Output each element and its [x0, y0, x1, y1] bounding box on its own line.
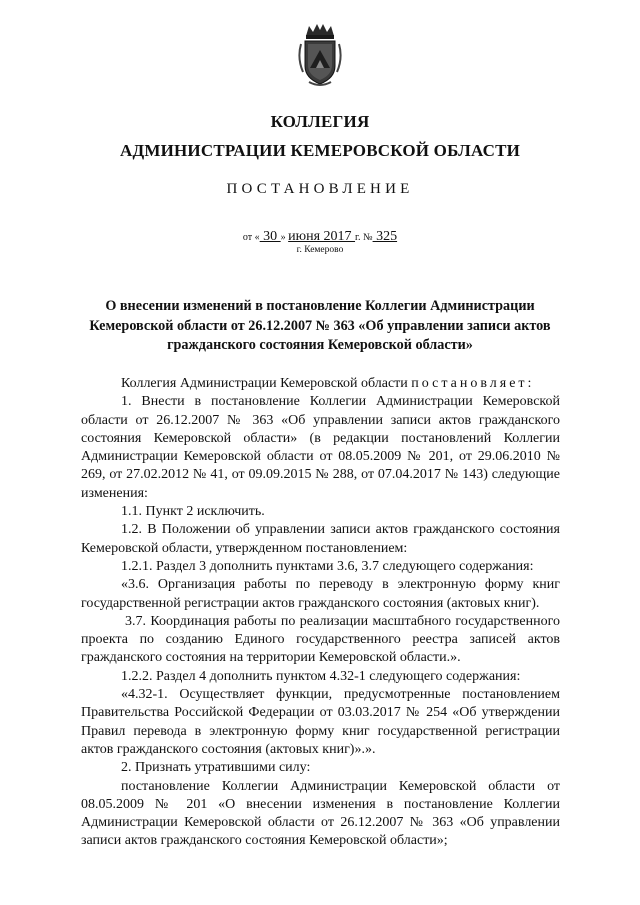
- document-title: О внесении изменений в постановление Коллегии Администрации Кемеровской области от 26.12.2007 № 363 «Об управлении записи актов гражданского состояния Кемеровской области»: [89, 298, 551, 353]
- paragraph: «4.32-1. Осуществляет функции, предусмотренные постановлением Правительства Российской Федерации от 03.03.2017 № 254 «Об утверждении Правил перевода в электронную форму книг государственной регистрации актов гражданского состояния (актовых книг)».».: [81, 687, 560, 757]
- paragraph: 2. Признать утратившими силу:: [121, 760, 311, 776]
- document-type: ПОСТАНОВЛЕНИЕ: [226, 181, 414, 197]
- paragraph: 3.7. Координация работы по реализации масштабного государственного проекта по созданию Единого государственного реестра записей актов гражданского состояния на территории Кемеровской области.».: [81, 613, 560, 666]
- date-prefix: от «: [242, 232, 260, 243]
- document-body: [81, 375, 560, 851]
- preamble: Коллегия Администрации Кемеровской области постановляет:: [121, 376, 535, 391]
- paragraph: 1.2.1. Раздел 3 дополнить пунктами 3.6, 3.7 следующего содержания:: [121, 558, 534, 574]
- org-name-line2: АДМИНИСТРАЦИИ КЕМЕРОВСКОЙ ОБЛАСТИ: [119, 141, 521, 160]
- date-year-suffix: г.: [355, 232, 361, 243]
- document-number: 325: [372, 229, 398, 244]
- document-city: г. Кемерово: [296, 245, 344, 255]
- paragraph: 1.1. Пункт 2 исключить.: [121, 504, 265, 520]
- preamble-spaced: постановляет:: [411, 376, 535, 391]
- document-date-number: [0, 229, 640, 245]
- date-month-year: июня 2017: [288, 229, 356, 244]
- kemerovo-coat-of-arms-icon: [297, 22, 343, 88]
- paragraph: 1.2. В Положении об управлении записи актов гражданского состояния Кемеровской области, утвержденном постановлением:: [81, 522, 560, 556]
- paragraph: 1. Внести в постановление Коллегии Администрации Кемеровской области от 26.12.2007 № 363 «Об управлении записи актов гражданского состояния Кемеровской области» (в редакции постановлений Коллегии Администрации Кемеровской области от 08.05.2009 № 201, от 29.06.2010 № 269, от 27.02.2012 № 41, от 09.09.2015 № 288, от 07.04.2017 № 143) следующие изменения:: [81, 394, 560, 501]
- date-day: 30: [259, 229, 281, 244]
- paragraph: «3.6. Организация работы по переводу в электронную форму книг государственной регистрации актов гражданского состояния (актовых книг).: [81, 577, 560, 611]
- paragraph: 1.2.2. Раздел 4 дополнить пунктом 4.32-1 следующего содержания:: [121, 668, 521, 684]
- org-name-line1: КОЛЛЕГИЯ: [270, 112, 370, 131]
- number-label: №: [360, 232, 373, 243]
- paragraph: постановление Коллегии Администрации Кемеровской области от 08.05.2009 № 201 «О внесении изменения в постановление Коллегии Администрации Кемеровской области от 26.12.2007 № 363 «Об управлении записи актов гражданского состояния Кемеровской области»;: [81, 778, 560, 849]
- date-separator: »: [280, 232, 289, 243]
